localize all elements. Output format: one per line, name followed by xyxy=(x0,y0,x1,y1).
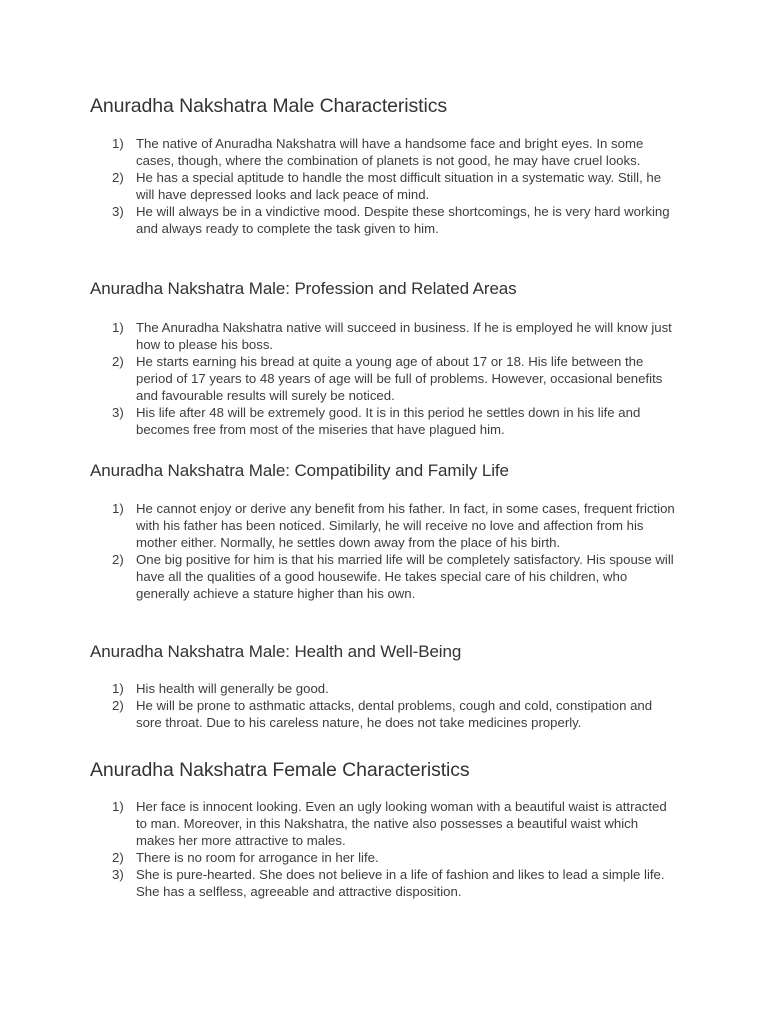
item-number: 3) xyxy=(112,867,124,882)
list-item xyxy=(90,849,680,866)
list-item xyxy=(90,169,680,203)
item-number: 2) xyxy=(112,552,124,567)
section-heading: Anuradha Nakshatra Male Characteristics xyxy=(90,95,448,117)
item-number: 2) xyxy=(112,850,124,865)
item-number: 1) xyxy=(112,136,124,151)
list-item xyxy=(90,866,680,900)
list-item xyxy=(90,203,680,237)
numbered-list xyxy=(90,500,680,602)
item-text: He has a special aptitude to handle the most difficult situation in a systematic way. Still, he will have depressed looks and lack peace of mind. xyxy=(136,170,662,202)
list-item xyxy=(90,353,680,404)
item-number: 1) xyxy=(112,681,124,696)
list-item xyxy=(90,319,680,353)
numbered-list xyxy=(90,680,680,731)
list-item xyxy=(90,500,680,551)
list-item xyxy=(90,551,680,602)
item-number: 3) xyxy=(112,204,124,219)
list-item xyxy=(90,697,680,731)
numbered-list xyxy=(90,319,680,438)
section-heading: Anuradha Nakshatra Male: Profession and Related Areas xyxy=(90,279,517,298)
item-text: The Anuradha Nakshatra native will succeed in business. If he is employed he will know just how to please his boss. xyxy=(136,320,672,352)
item-number: 1) xyxy=(112,320,124,335)
numbered-list xyxy=(90,798,680,900)
item-number: 3) xyxy=(112,405,124,420)
item-text: One big positive for him is that his married life will be completely satisfactory. His spouse will have all the qualities of a good housewife. He takes special care of his children, who generally achieve a stature higher than his own. xyxy=(136,552,674,601)
list-item xyxy=(90,404,680,438)
item-text: He will be prone to asthmatic attacks, dental problems, cough and cold, constipation and sore throat. Due to his careless nature, he does not take medicines properly. xyxy=(136,698,653,730)
section-male-compatibility xyxy=(90,460,680,602)
section-female-characteristics xyxy=(90,758,680,900)
section-heading: Anuradha Nakshatra Male: Compatibility and Family Life xyxy=(90,461,509,480)
section-heading: Anuradha Nakshatra Female Characteristics xyxy=(90,759,470,781)
section-male-profession xyxy=(90,278,680,438)
section-heading: Anuradha Nakshatra Male: Health and Well-Being xyxy=(90,642,462,661)
item-number: 1) xyxy=(112,799,124,814)
item-text: He starts earning his bread at quite a young age of about 17 or 18. His life between the period of 17 years to 48 years of age will be full of problems. However, occasional benefits and favourable results will surely be noticed. xyxy=(136,354,663,403)
section-male-health xyxy=(90,641,680,731)
numbered-list xyxy=(90,135,680,237)
item-number: 2) xyxy=(112,170,124,185)
item-number: 1) xyxy=(112,501,124,516)
item-text: He will always be in a vindictive mood. Despite these shortcomings, he is very hard working and always ready to complete the task given to him. xyxy=(136,204,670,236)
list-item xyxy=(90,680,680,697)
list-item xyxy=(90,798,680,849)
item-text: He cannot enjoy or derive any benefit from his father. In fact, in some cases, frequent friction with his father has been noticed. Similarly, he will receive no love and affection from his mother either. Normally, he settles down away from the place of his birth. xyxy=(136,501,675,550)
section-male-characteristics xyxy=(90,94,680,237)
item-number: 2) xyxy=(112,354,124,369)
list-item xyxy=(90,135,680,169)
item-text: There is no room for arrogance in her life. xyxy=(136,850,379,865)
item-number: 2) xyxy=(112,698,124,713)
item-text: His life after 48 will be extremely good. It is in this period he settles down in his life and becomes free from most of the miseries that have plagued him. xyxy=(136,405,641,437)
item-text: She is pure-hearted. She does not believe in a life of fashion and likes to lead a simple life. She has a selfless, agreeable and attractive disposition. xyxy=(136,867,665,899)
item-text: The native of Anuradha Nakshatra will have a handsome face and bright eyes. In some cases, though, where the combination of planets is not good, he may have cruel looks. xyxy=(136,136,644,168)
item-text: His health will generally be good. xyxy=(136,681,329,696)
item-text: Her face is innocent looking. Even an ugly looking woman with a beautiful waist is attracted to man. Moreover, in this Nakshatra, the native also possesses a beautiful waist which makes her more attractive to males. xyxy=(136,799,667,848)
